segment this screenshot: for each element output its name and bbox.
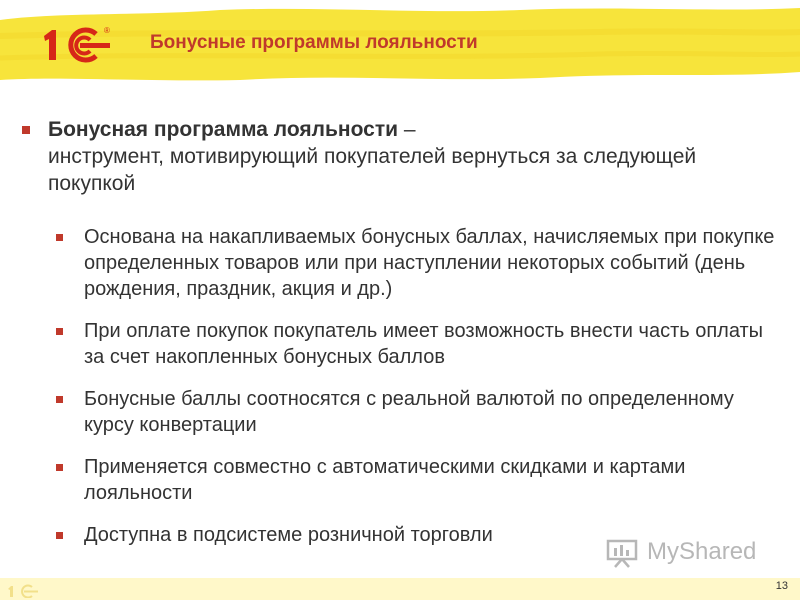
slide-title: Бонусные программы лояльности — [150, 32, 478, 53]
sub-bullet-marker — [56, 396, 63, 403]
sub-bullet-item — [56, 386, 776, 438]
watermark-text: MyShared — [647, 538, 757, 565]
main-bullet-rest: инструмент, мотивирующий покупателей вернуться за следующей покупкой — [48, 145, 697, 195]
footer-1c-logo-icon — [6, 584, 46, 598]
sub-bullet-marker — [56, 328, 63, 335]
sub-bullet-list — [56, 224, 776, 548]
footer-band — [0, 578, 800, 600]
sub-bullet-text: Бонусные баллы соотносятся с реальной валютой по определенному курсу конвертации — [84, 388, 734, 436]
sub-bullet-text: Доступна в подсистеме розничной торговли — [84, 524, 493, 546]
main-bullet-lead: Бонусная программа лояльности — [48, 118, 399, 141]
myshared-watermark — [605, 536, 765, 572]
sub-bullet-item — [56, 318, 776, 370]
sub-bullet-marker — [56, 464, 63, 471]
main-bullet-text — [48, 116, 768, 197]
sub-bullet-item — [56, 454, 776, 506]
svg-text:®: ® — [104, 26, 110, 35]
sub-bullet-text: При оплате покупок покупатель имеет возможность внести часть оплаты за счет накопленных бонусных баллов — [84, 320, 764, 368]
sub-bullet-text: Основана на накапливаемых бонусных баллах, начисляемых при покупке определенных товаров или при наступлении некоторых событий (день рождения, праздник, акция и др.) — [84, 226, 775, 300]
main-bullet-dash: – — [398, 118, 416, 141]
main-bullet-marker — [22, 126, 30, 134]
page-number: 13 — [775, 580, 788, 592]
sub-bullet-text: Применяется совместно с автоматическими скидками и картами лояльности — [84, 456, 686, 504]
sub-bullet-item — [56, 224, 776, 302]
presentation-icon — [605, 538, 639, 568]
sub-bullet-marker — [56, 532, 63, 539]
sub-bullet-marker — [56, 234, 63, 241]
